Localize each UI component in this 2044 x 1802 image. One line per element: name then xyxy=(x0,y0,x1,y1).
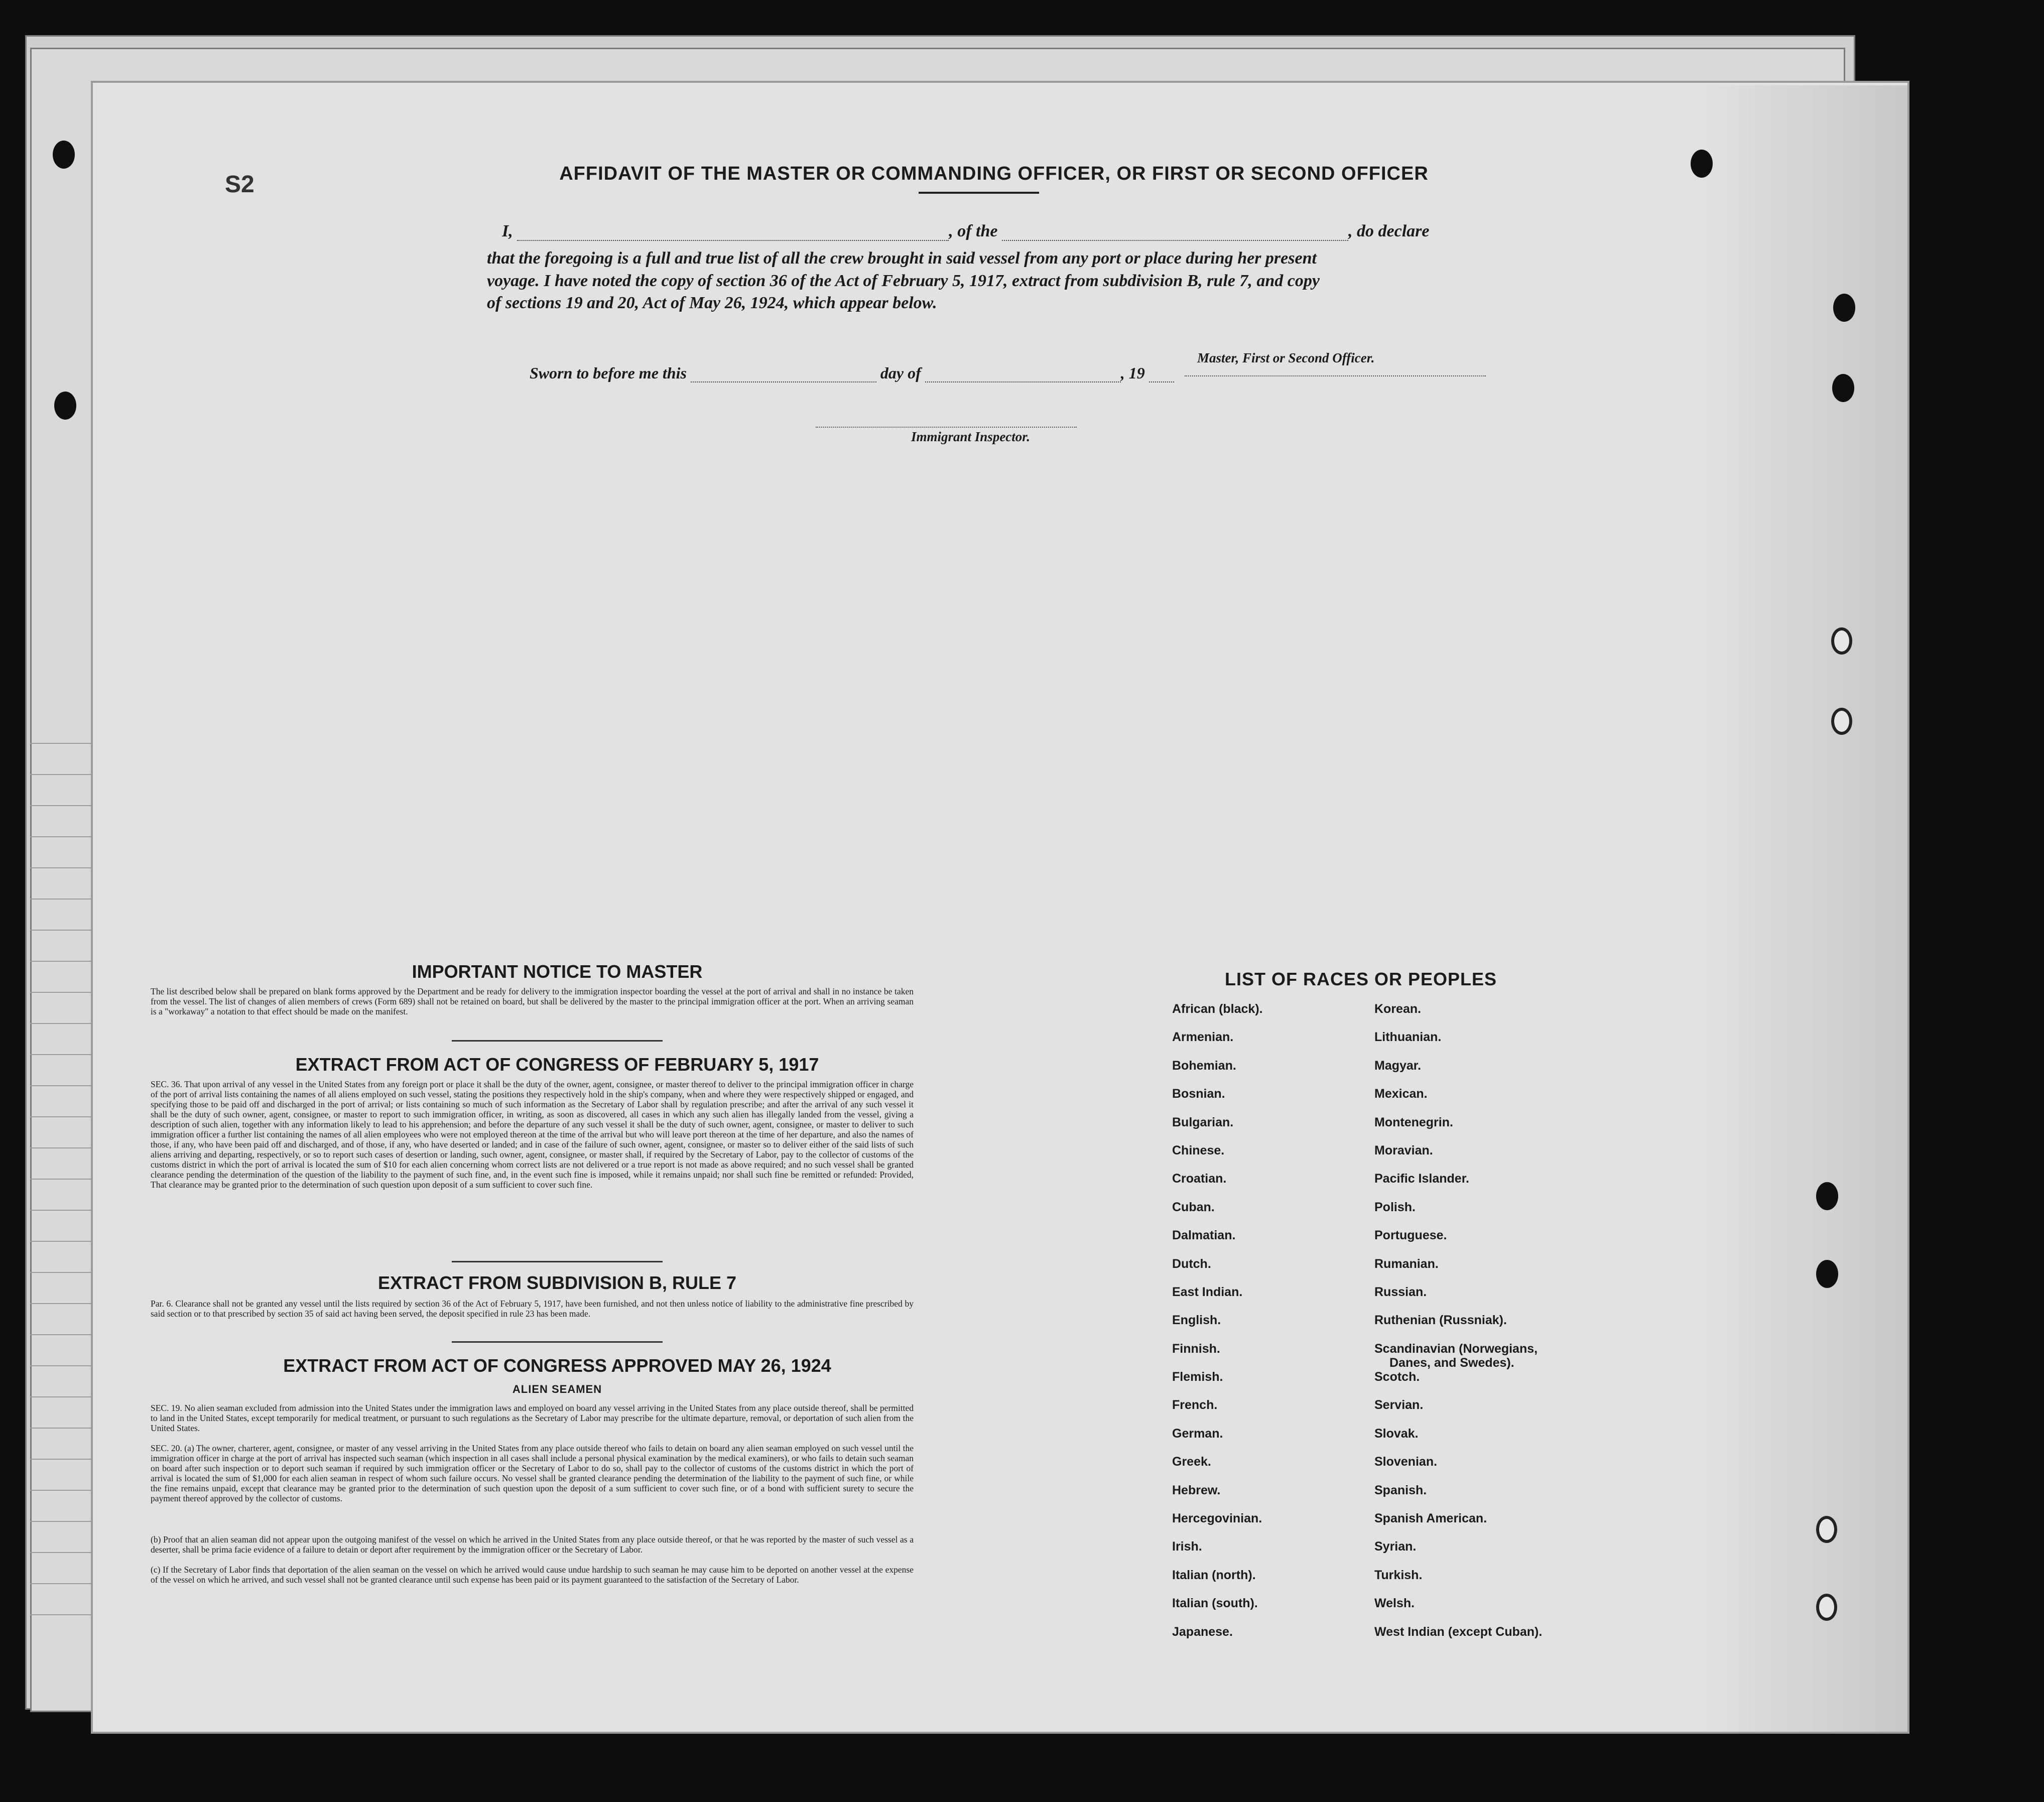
race-item: Hercegovinian. xyxy=(1172,1511,1262,1526)
binder-hole xyxy=(1816,1516,1837,1543)
race-item: Dutch. xyxy=(1172,1256,1211,1271)
binder-hole xyxy=(1816,1260,1838,1288)
race-item: Slovenian. xyxy=(1374,1455,1438,1469)
affidavit-line-3: voyage. I have noted the copy of section 36 of the Act of February 5, 1917, extract from subdivision B, rule 7, and copy xyxy=(487,272,1320,290)
notice-body: The list described below shall be prepared on blank forms approved by the Department and be ready for delivery to the immigration inspector boarding the vessel at the port of arrival and shall in no instance be taken from the vessel. The list of changes of alien members of crews (Form 689) shall not be retained on board, but shall be delivered by the master to the principal immigration officer at the port. When an arriving seaman is a "workaway" a notation to that effect should be made on the manifest. xyxy=(151,986,914,1016)
race-item: East Indian. xyxy=(1172,1284,1243,1299)
extract-1917-title: EXTRACT FROM ACT OF CONGRESS OF FEBRUARY 5, 1917 xyxy=(295,1054,819,1075)
races-right-column xyxy=(1374,1001,1542,1652)
extract-1917-body: SEC. 36. That upon arrival of any vessel in the United States from any foreign port or place it shall be the duty of the owner, agent, consignee, or master thereof to deliver to the principal immigration officer in charge of the port of arrival lists containing the names of all aliens employed on such vessel, stating the positions they respectively hold in the ship's company, when and where they were respectively shipped or engaged, and specifying those to be paid off and discharged in the port of arrival; or lists containing so much of such information as the Secretary of Labor shall by regulation prescribe; and after the arrival of any such vessel it shall be the duty of such owner, agent, consignee, or master to report to such immigration officer, in writing, as soon as discovered, all cases in which any such alien has illegally landed from the vessel, giving a description of such alien, together with any information likely to lead to his apprehension; and before the departure of any such vessel it shall be the duty of such owner, agent, consignee, or master to deliver to such immigration officer a further list containing the names of all alien employees who were not employed thereon at the time of the arrival but who will leave port thereon at the time of her departure, and also the names of those, if any, who have been paid off and discharged, and of those, if any, who have deserted or landed; and in case of the failure of such owner, agent, consignee, or master so to deliver either of the said lists of such aliens arriving and departing, respectively, or so to report such cases of desertion or landing, such owner, agent, consignee, or master shall, if required by the Secretary of Labor, pay to the collector of customs of the customs district in which the port of arrival is located the sum of $10 for each alien concerning whom correct lists are not delivered or a true report is not made as above required; and no such vessel shall be granted clearance pending the determination of the question of the liability to the payment of such fine, and, in the event such fine is imposed, while it remains unpaid; nor shall such fine be remitted or refunded: Provided, That clearance may be granted prior to the determination of such question upon deposit of a sum sufficient to cover such fine. xyxy=(151,1079,914,1190)
binder-hole xyxy=(1831,627,1852,655)
extract-1924-title: EXTRACT FROM ACT OF CONGRESS APPROVED MAY 26, 1924 xyxy=(283,1355,831,1376)
race-item: Spanish. xyxy=(1374,1483,1427,1497)
binder-hole xyxy=(53,141,75,169)
binder-hole xyxy=(1691,150,1713,178)
race-item: Bohemian. xyxy=(1172,1058,1236,1073)
underlying-ruled-lines xyxy=(30,713,93,1616)
inspector-signature-line[interactable] xyxy=(816,427,1077,428)
section-divider xyxy=(452,1341,663,1343)
affidavit-i: I, xyxy=(502,222,513,240)
binder-hole xyxy=(1831,708,1852,735)
race-item: Moravian. xyxy=(1374,1143,1433,1157)
race-item: Mexican. xyxy=(1374,1087,1428,1101)
section-divider xyxy=(452,1261,663,1262)
race-item: Servian. xyxy=(1374,1398,1424,1412)
race-item: Rumanian. xyxy=(1374,1256,1439,1271)
race-item: French. xyxy=(1172,1398,1218,1412)
race-item: Ruthenian (Russniak). xyxy=(1374,1313,1507,1328)
extract-1924-sec20b: (b) Proof that an alien seaman did not appear upon the outgoing manifest of the vessel on which he arrived in the United States from any place outside thereof, or that he was reported by the master of such vessel as a deserter, shall be prima facie evidence of a failure to detain or deport after requirement by the immigration officer or the Secretary of Labor. xyxy=(151,1534,914,1555)
race-item: Hebrew. xyxy=(1172,1483,1221,1497)
race-item: Magyar. xyxy=(1374,1058,1422,1073)
race-item: Danes, and Swedes). xyxy=(1389,1355,1514,1370)
extract-rule7-body: Par. 6. Clearance shall not be granted any vessel until the lists required by section 36 of the Act of February 5, 1917, have been furnished, and not then unless notice of liability to the administrative fine prescribed by said section or to that prescribed by section 35 of said act having been served, the deposit specified in rule 23 has been made. xyxy=(151,1299,914,1319)
name-field[interactable] xyxy=(517,240,949,241)
race-item: Chinese. xyxy=(1172,1143,1225,1157)
race-item: Polish. xyxy=(1374,1200,1416,1214)
extract-1924-sec19: SEC. 19. No alien seaman excluded from admission into the United States under the immigration laws and employed on board any vessel arriving in the United States from any place outside thereof, shall be permitted to land in the United States, except temporarily for medical treatment, or pursuant to such regulations as the Secretary of Labor may prescribe for the ultimate departure, removal, or deportation of such alien from the United States. xyxy=(151,1403,914,1433)
race-item: Japanese. xyxy=(1172,1624,1233,1639)
race-item: Scotch. xyxy=(1374,1370,1420,1384)
race-item: Finnish. xyxy=(1172,1341,1220,1356)
extract-1924-subtitle: ALIEN SEAMEN xyxy=(512,1383,602,1395)
races-title: LIST OF RACES OR PEOPLES xyxy=(1225,969,1497,989)
extract-1924-sec20a: SEC. 20. (a) The owner, charterer, agent, consignee, or master of any vessel arriving in the United States from any place outside thereof who fails to detain on board any alien seaman employed on such vessel until the immigration officer in charge at the port of arrival has inspected such seaman (which inspection in all cases shall include a personal physical examination by the medical examiners), or who fails to detain such seaman on board after such inspection or to deport such seaman if required by such immigration officer or the Secretary of Labor to do so, shall pay to the collector of customs of the customs district in which the port of arrival is located the sum of $1,000 for each alien seaman in respect of whom such failure occurs. No vessel shall be granted clearance pending the determination of the liability to the payment of such fine, or while the fine remains unpaid, except that clearance may be granted prior to the determination of such question upon the deposit of a sum sufficient to cover such fine, or of a bond with sufficient surety to secure the payment thereof approved by the collector of customs. xyxy=(151,1443,914,1503)
race-item: Portuguese. xyxy=(1374,1228,1447,1243)
affidavit-of-the: , of the xyxy=(949,222,998,240)
race-item: Montenegrin. xyxy=(1374,1115,1453,1129)
race-item: Dalmatian. xyxy=(1172,1228,1236,1243)
sworn-line xyxy=(530,364,1174,382)
extract-rule7-title: EXTRACT FROM SUBDIVISION B, RULE 7 xyxy=(377,1272,737,1293)
race-item: Slovak. xyxy=(1374,1426,1419,1441)
race-item: Spanish American. xyxy=(1374,1511,1487,1526)
race-item: Armenian. xyxy=(1172,1030,1234,1045)
extract-1924-sec20c: (c) If the Secretary of Labor finds that deportation of the alien seaman on the vessel on which he arrived would cause undue hardship to such seaman he may cause him to be deported on another vessel at the expense of the vessel on which he arrived, and such vessel shall not be granted clearance until such expense has been paid or its payment guaranteed to the satisfaction of the Secretary of Labor. xyxy=(151,1565,914,1585)
race-item: Russian. xyxy=(1374,1284,1427,1299)
affidavit-title: AFFIDAVIT OF THE MASTER OR COMMANDING OFFICER, OR FIRST OR SECOND OFFICER xyxy=(559,163,1429,184)
race-item: Korean. xyxy=(1374,1002,1422,1016)
race-item: Italian (north). xyxy=(1172,1568,1256,1582)
year-label: , 19 xyxy=(1120,364,1145,382)
races-left-column xyxy=(1172,1001,1263,1652)
race-item: Scandinavian (Norwegians, xyxy=(1374,1341,1538,1356)
page-edge-shadow xyxy=(1697,85,1907,1732)
race-item: Turkish. xyxy=(1374,1568,1423,1582)
sworn-day-field[interactable] xyxy=(691,381,876,382)
race-item: Lithuanian. xyxy=(1374,1030,1442,1045)
race-item: Italian (south). xyxy=(1172,1596,1258,1611)
affidavit-line-2: that the foregoing is a full and true list of all the crew brought in said vessel from any port or place during her present xyxy=(487,249,1317,268)
sworn-label: Sworn to before me this xyxy=(530,364,687,382)
race-item: Flemish. xyxy=(1172,1370,1223,1384)
race-item: Bosnian. xyxy=(1172,1087,1225,1101)
race-item: Bulgarian. xyxy=(1172,1115,1234,1129)
binder-hole xyxy=(1833,294,1855,322)
master-caption: Master, First or Second Officer. xyxy=(1197,350,1375,365)
race-item: Syrian. xyxy=(1374,1539,1417,1554)
race-item: Welsh. xyxy=(1374,1596,1415,1611)
master-signature-line[interactable] xyxy=(1185,375,1486,376)
race-item: West Indian (except Cuban). xyxy=(1374,1624,1543,1639)
vessel-field[interactable] xyxy=(1002,240,1348,241)
race-item: Greek. xyxy=(1172,1455,1211,1469)
race-item: African (black). xyxy=(1172,1002,1263,1016)
race-item: English. xyxy=(1172,1313,1221,1328)
race-item: Irish. xyxy=(1172,1539,1202,1554)
binder-hole xyxy=(1832,374,1854,402)
inspector-caption: Immigrant Inspector. xyxy=(911,429,1031,444)
affidavit-line-1 xyxy=(502,222,1429,241)
title-underline xyxy=(919,192,1039,194)
sworn-month-field[interactable] xyxy=(925,381,1121,382)
margin-mark: S2 xyxy=(225,171,254,198)
race-item: German. xyxy=(1172,1426,1223,1441)
binder-hole xyxy=(1816,1182,1838,1210)
notice-title: IMPORTANT NOTICE TO MASTER xyxy=(412,961,703,982)
affidavit-do-declare: , do declare xyxy=(1348,222,1430,240)
sworn-year-field[interactable] xyxy=(1149,381,1174,382)
race-item: Cuban. xyxy=(1172,1200,1215,1214)
section-divider xyxy=(452,1040,663,1042)
race-item: Croatian. xyxy=(1172,1172,1227,1186)
race-item-multiline xyxy=(1374,1341,1542,1369)
affidavit-line-4: of sections 19 and 20, Act of May 26, 1924, which appear below. xyxy=(487,294,937,312)
race-item: Pacific Islander. xyxy=(1374,1172,1469,1186)
binder-hole xyxy=(54,392,76,420)
binder-hole xyxy=(1816,1594,1837,1621)
day-of-label: day of xyxy=(880,364,921,382)
